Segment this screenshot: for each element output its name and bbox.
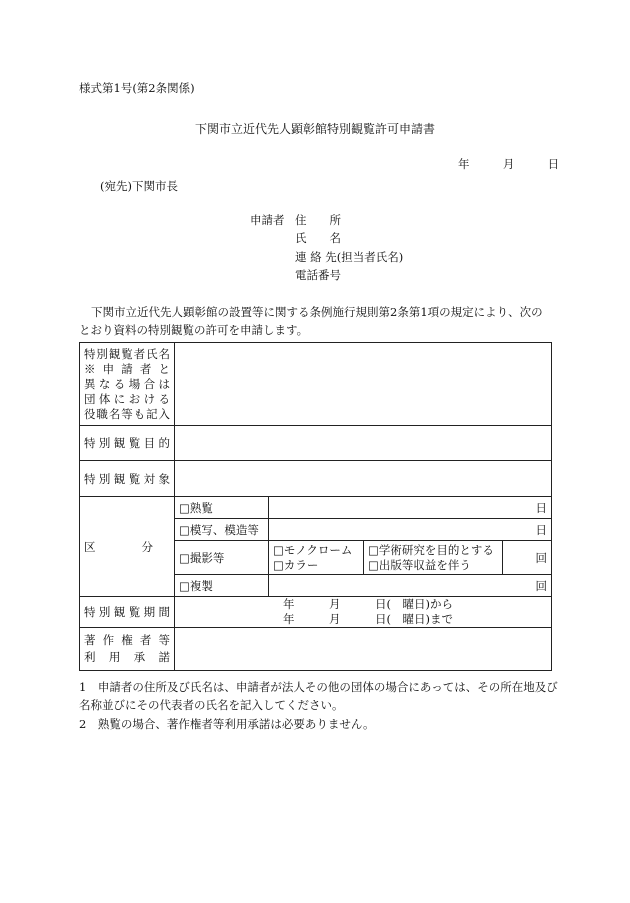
date-month: 月 (502, 157, 515, 171)
subject-input[interactable] (175, 461, 552, 497)
purpose-input[interactable] (175, 426, 552, 461)
note-2: 2 熟覧の場合、著作権者等利用承諾は必要ありません。 (79, 717, 375, 731)
purpose-label: 特別観覧目的 (80, 426, 175, 461)
applicant-phone-field: 電話番号 (295, 268, 341, 282)
application-table (79, 342, 552, 671)
duplication-times[interactable]: 回 (269, 575, 552, 597)
applicant-label: 申請者 (250, 213, 285, 227)
color-checkbox[interactable]: □カラー (273, 557, 319, 572)
date-year: 年 (458, 157, 470, 171)
category-label: 区 分 (80, 497, 175, 597)
photo-times[interactable]: 回 (503, 541, 552, 575)
category-viewing-row (80, 497, 552, 519)
viewer-name-label: 特別観覧者氏名 ※申請者と 異なる場合は 団体における 役職名等も記入 (80, 343, 175, 426)
photo-purpose-options (364, 541, 503, 575)
commercial-purpose-checkbox[interactable]: □出版等収益を伴う (368, 557, 471, 572)
period-input[interactable] (175, 597, 552, 628)
photo-color-options (269, 541, 364, 575)
addressee: (宛先)下関市長 (100, 179, 178, 193)
viewing-checkbox[interactable]: □熟覧 (175, 497, 269, 519)
purpose-row (80, 426, 552, 461)
period-from: 年 月 日( 曜日)から (283, 597, 453, 611)
date-line (458, 156, 559, 172)
form-number: 様式第1号(第2条関係) (79, 81, 195, 95)
viewer-name-input[interactable] (175, 343, 552, 426)
period-to: 年 月 日( 曜日)まで (283, 612, 453, 626)
monochrome-checkbox[interactable]: □モノクローム (273, 542, 353, 557)
applicant-name-field: 氏 名 (295, 231, 341, 245)
copyright-input[interactable] (175, 628, 552, 671)
copying-checkbox[interactable]: □模写、模造等 (175, 519, 269, 541)
applicant-contact-field: 連 絡 先(担当者氏名) (295, 250, 404, 264)
photo-checkbox[interactable]: □撮影等 (175, 541, 269, 575)
period-label: 特別観覧期間 (80, 597, 175, 628)
document-title: 下関市立近代先人顕彰館特別観覧許可申請書 (194, 122, 435, 136)
note-1: 1 申請者の住所及び氏名は、申請者が法人その他の団体の場合にあっては、その所在地及び名称並びにその代表者の氏名を記入してください。 (79, 680, 558, 712)
duplication-checkbox[interactable]: □複製 (175, 575, 269, 597)
viewing-days[interactable]: 日 (269, 497, 552, 519)
copyright-row (80, 628, 552, 671)
applicant-address-field: 住 所 (295, 213, 341, 227)
subject-label: 特別観覧対象 (80, 461, 175, 497)
viewer-name-row (80, 343, 552, 426)
period-row (80, 597, 552, 628)
academic-purpose-checkbox[interactable]: □学術研究を目的とする (368, 542, 494, 557)
copyright-label: 著 作 権 者 等 利 用 承 諾 (80, 628, 175, 671)
intro-paragraph: 下関市立近代先人顕彰館の設置等に関する条例施行規則第2条第1項の規定により、次のとおり資料の特別観覧の許可を申請します。 (79, 305, 543, 337)
date-day: 日 (547, 157, 560, 171)
subject-row (80, 461, 552, 497)
copying-days[interactable]: 日 (269, 519, 552, 541)
